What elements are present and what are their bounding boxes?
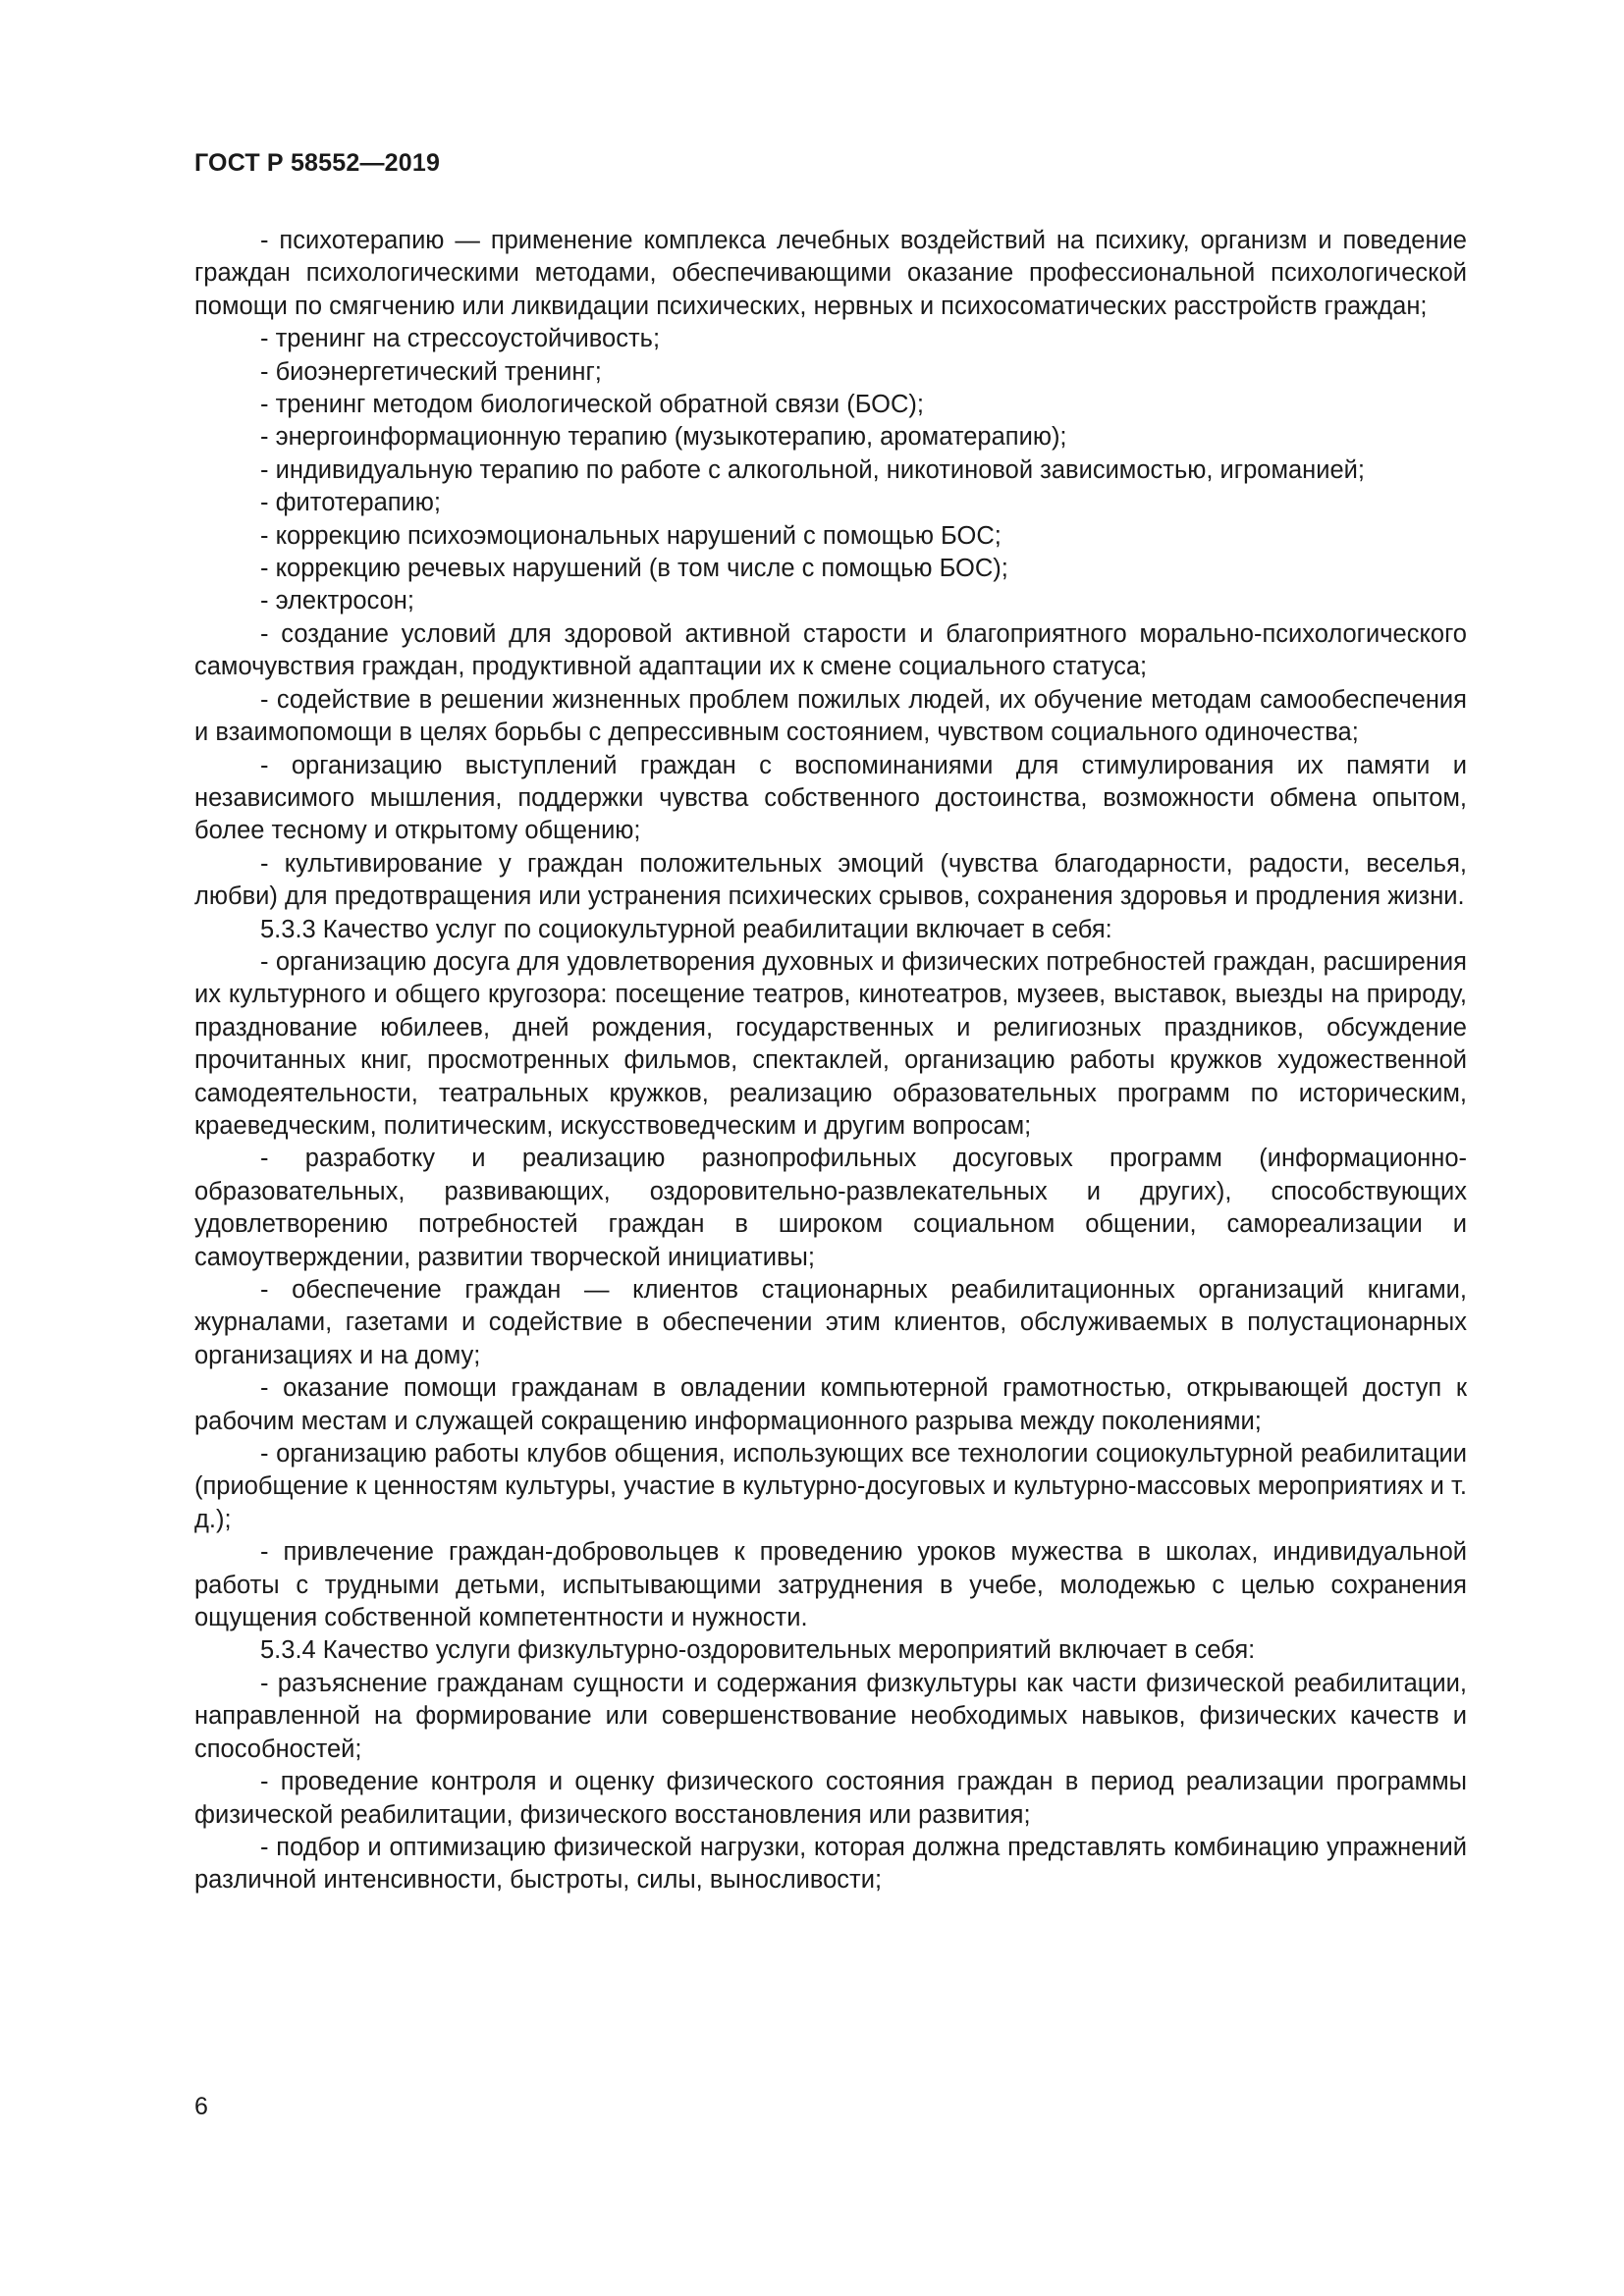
section-heading-5-3-3: 5.3.3 Качество услуг по социокультурной реабилитации включает в себя: [260, 915, 1112, 943]
paragraph: - организацию выступлений граждан с воспоминаниями для стимулирования их памяти и независимого мышления, поддержки чувства собственного достоинства, возможности обмена опытом, более тесному и открытому общению; [194, 751, 1467, 845]
paragraph: - организацию досуга для удовлетворения духовных и физических потребностей граждан, расширения их культурного и общего кругозора: посещение театров, кинотеатров, музеев, выставок, выезды на природу, празднование юбилеев, дней рождения, государственных и религиозных праздников, обсуждение прочитанных книг, просмотренных фильмов, спектаклей, организацию работы кружков художественной самодеятельности, театральных кружков, реализацию образовательных программ по историческим, краеведческим, политическим, искусствоведческим и другим вопросам; [194, 947, 1467, 1140]
page-number: 6 [194, 2093, 208, 2120]
paragraph: - подбор и оптимизацию физической нагрузки, которая должна представлять комбинацию упражнений различной интенсивности, быстроты, силы, выносливости; [194, 1833, 1467, 1895]
paragraph: - фитотерапию; [260, 489, 442, 517]
paragraph: - содействие в решении жизненных проблем пожилых людей, их обучение методам самообеспечения и взаимопомощи в целях борьбы с депрессивным состоянием, чувством социального одиночества; [194, 685, 1467, 747]
paragraph: - биоэнергетический тренинг; [260, 357, 602, 386]
paragraph: - тренинг методом биологической обратной связи (БОС); [260, 391, 924, 419]
paragraph: - обеспечение граждан — клиентов стационарных реабилитационных организаций книгами, журналами, газетами и содействие в обеспечении этим клиентов, обслуживаемых в полустационарных организациях и на дому; [194, 1276, 1467, 1369]
paragraph: - привлечение граждан-добровольцев к проведению уроков мужества в школах, индивидуальной работы с трудными детьми, испытывающими затруднения в учебе, молодежью с целью сохранения ощущения собственной компетентности и нужности. [194, 1538, 1467, 1632]
paragraph: - разработку и реализацию разнопрофильных досуговых программ (информационно-образовательных, развивающих, оздоровительно-развлекательных и других), способствующих удовлетворению потребностей граждан в широком социальном общении, самореализации и самоутверждении, развитии творческой инициативы; [194, 1145, 1467, 1271]
paragraph: - энергоинформационную терапию (музыкотерапию, ароматерапию); [260, 423, 1067, 452]
paragraph: - оказание помощи гражданам в овладении компьютерной грамотностью, открывающей доступ к рабочим местам и служащей сокращению информационного разрыва между поколениями; [194, 1374, 1467, 1435]
paragraph: - индивидуальную терапию по работе с алкогольной, никотиновой зависимостью, игроманией; [260, 455, 1365, 484]
paragraph: - проведение контроля и оценку физического состояния граждан в период реализации программы физической реабилитации, физического восстановления или развития; [194, 1768, 1467, 1829]
standard-header: ГОСТ Р 58552—2019 [194, 149, 441, 177]
paragraph: - психотерапию — применение комплекса лечебных воздействий на психику, организм и поведение граждан психологическими методами, обеспечивающими оказание профессиональной психологической помощи по смягчению или ликвидации психических, нервных и психосоматических расстройств граждан; [194, 227, 1467, 320]
paragraph: - тренинг на стрессоустойчивость; [260, 325, 661, 353]
document-body [194, 225, 1467, 1897]
paragraph: - создание условий для здоровой активной старости и благоприятного морально-психологического самочувствия граждан, продуктивной адаптации их к смене социального статуса; [194, 619, 1467, 681]
paragraph: - электросон; [260, 587, 414, 615]
paragraph: - культивирование у граждан положительных эмоций (чувства благодарности, радости, веселья, любви) для предотвращения или устранения психических срывов, сохранения здоровья и продления жизни. [194, 849, 1467, 911]
paragraph: - разъяснение гражданам сущности и содержания физкультуры как части физической реабилитации, направленной на формирование или совершенствование необходимых навыков, физических качеств и способностей; [194, 1669, 1467, 1763]
paragraph: - коррекцию психоэмоциональных нарушений с помощью БОС; [260, 521, 1001, 550]
paragraph: - коррекцию речевых нарушений (в том числе с помощью БОС); [260, 555, 1008, 583]
paragraph: - организацию работы клубов общения, использующих все технологии социокультурной реабилитации (приобщение к ценностям культуры, участие в культурно-досуговых и культурно-массовых мероприятиях и т. д.); [194, 1440, 1467, 1533]
section-heading-5-3-4: 5.3.4 Качество услуги физкультурно-оздоровительных мероприятий включает в себя: [260, 1636, 1256, 1665]
